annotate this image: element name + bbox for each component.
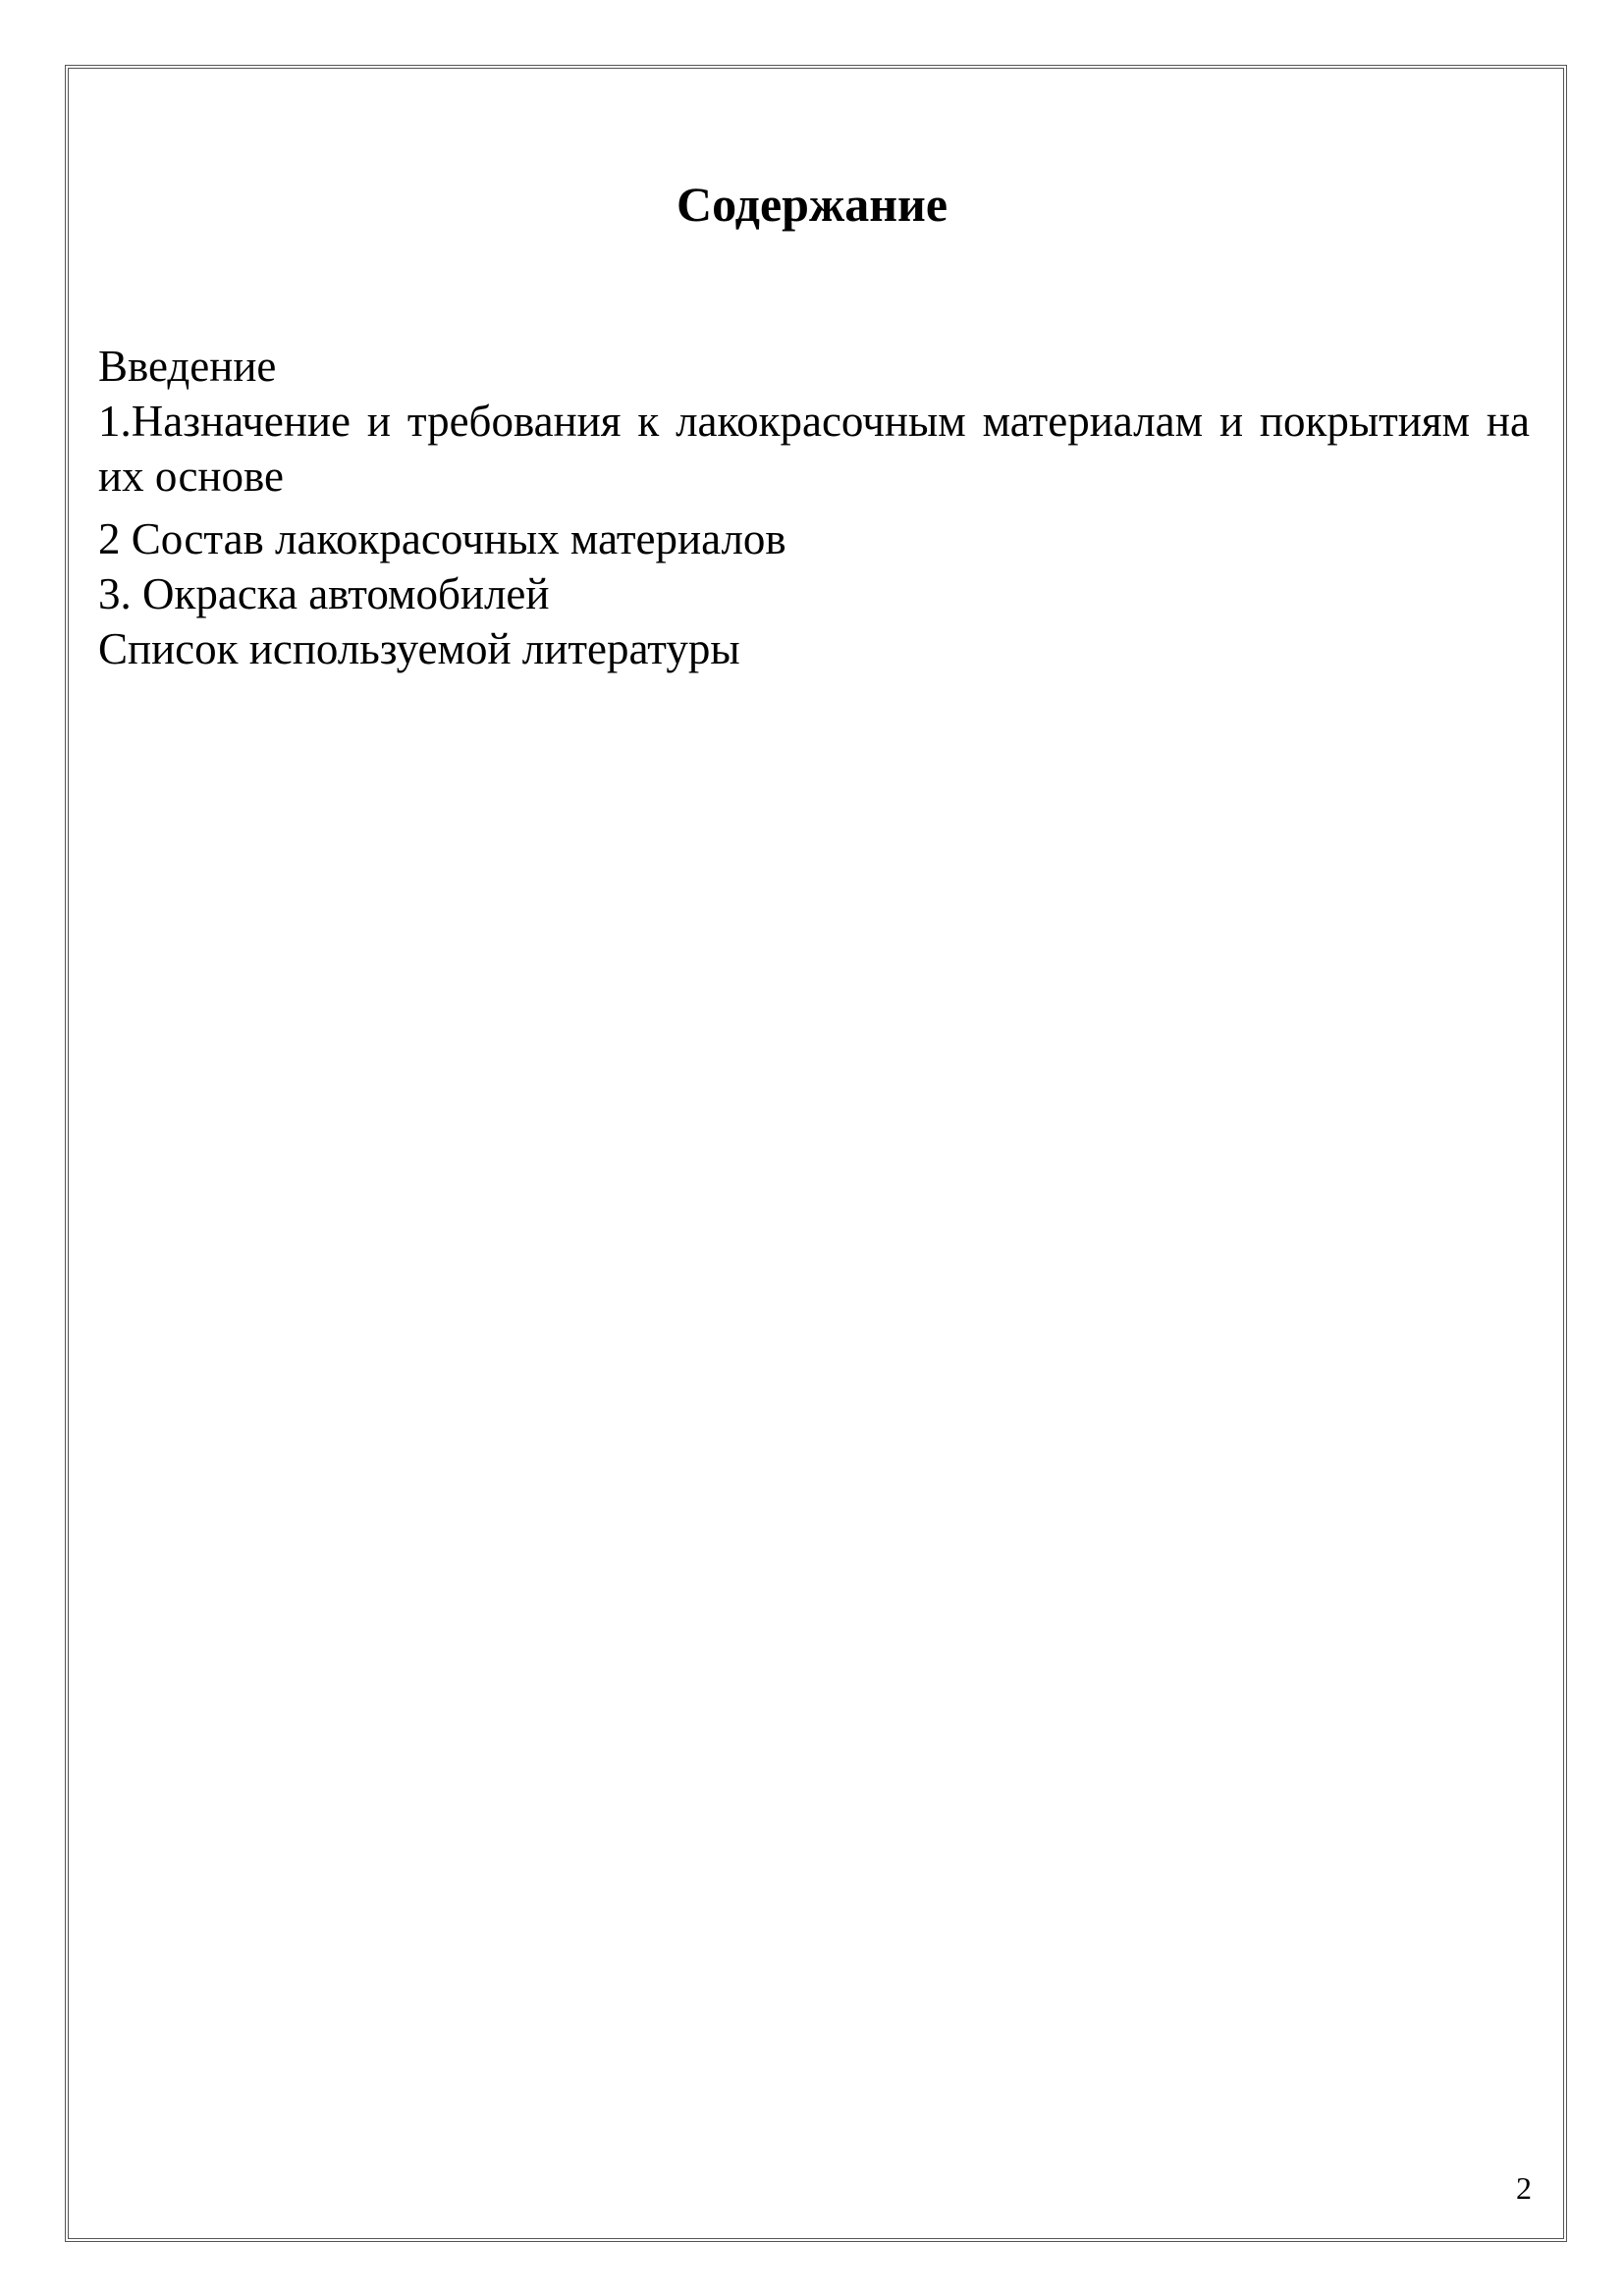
toc-entry-section-1: 1.Назначение и требования к лакокрасочным материалам и покрытиям на их основе [98,397,1530,501]
table-of-contents [98,339,1530,676]
page-title: Содержание [676,177,948,232]
toc-entry-references: Список используемой литературы [98,624,740,673]
toc-entry-section-3: 3. Окраска автомобилей [98,569,550,618]
toc-entry-introduction: Введение [98,342,277,391]
page-number: 2 [1516,2170,1532,2206]
toc-entry-section-2: 2 Состав лакокрасочных материалов [98,514,786,563]
